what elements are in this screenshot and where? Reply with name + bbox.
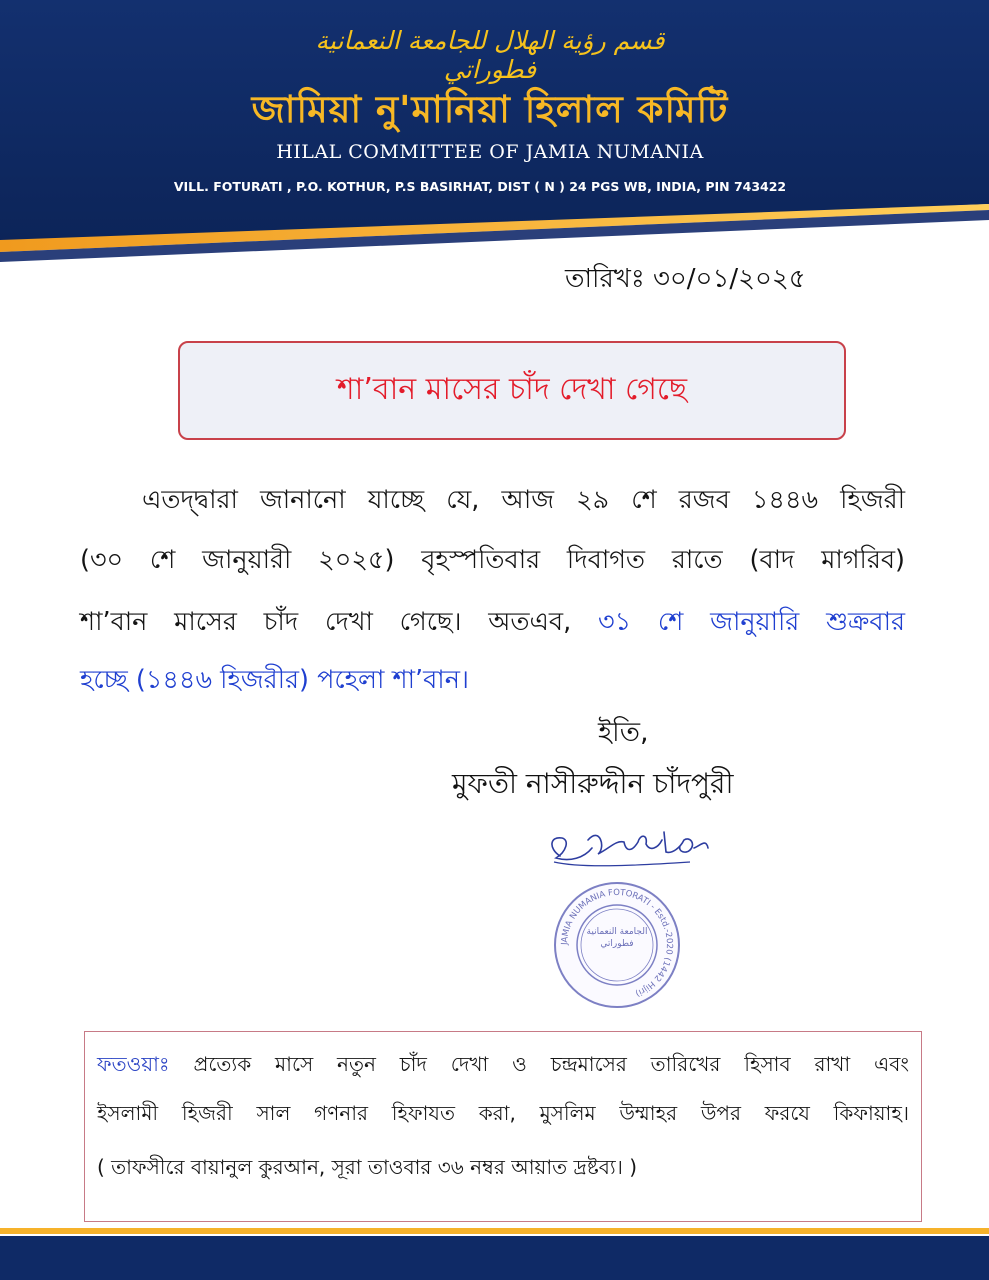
body-line-3-text: শা’বান মাসের চাঁদ দেখা গেছে। অতএব, (80, 607, 599, 637)
body-line-3 (80, 602, 905, 645)
signatory-name: মুফতী নাসীরুদ্দীন চাঁদপুরী (452, 767, 734, 800)
seal-inner-text: الجامعة النعمانية فطوراتي (586, 927, 648, 949)
body-line-1: এতদ্দ্বারা জানানো যাচ্ছে যে, আজ ২৯ শে রজব ১৪৪৬ হিজরী (142, 485, 905, 515)
fatwa-line-1-text: প্রত্যেক মাসে নতুন চাঁদ দেখা ও চন্দ্রমাসের তারিখের হিসাব রাখা এবং (169, 1052, 909, 1076)
highlight-date: ৩১ শে জানুয়ারি শুক্রবার (598, 607, 905, 637)
footer-bar (0, 1228, 989, 1280)
headline-box (178, 341, 846, 440)
arabic-title: قسم رؤية الهلال للجامعة النعمانية فطوراتي (315, 26, 665, 84)
body-line-2: (৩০ শে জানুয়ারী ২০২৫) বৃহস্পতিবার দিবাগত রাতে (বাদ মাগরিব) (80, 545, 905, 575)
fatwa-box (84, 1031, 922, 1222)
closing-iti: ইতি, (598, 717, 649, 748)
address-line: VILL. FOTURATI , P.O. KOTHUR, P.S BASIRHAT, DIST ( N ) 24 PGS WB, INDIA, PIN 743422 (173, 179, 787, 194)
handwritten-signature (540, 818, 720, 878)
fatwa-line-2: ইসলামী হিজরী সাল গণনার হিফাযত করা, মুসলিম উম্মাহর উপর ফরযে কিফায়াহ। (97, 1101, 909, 1125)
date-line: তারিখঃ ৩০/০১/২০২৫ (565, 264, 806, 294)
headline-text: শা’বান মাসের চাঁদ দেখা গেছে (336, 372, 688, 407)
seal-outer-text: JAMIA NUMANIA FOTORATI - Estd.-2020 (1442 Hijri) (559, 887, 675, 999)
body-line-4: হচ্ছে (১৪৪৬ হিজরীর) পহেলা শা’বান। (80, 665, 470, 695)
fatwa-line-1 (97, 1050, 909, 1083)
fatwa-reference: ( তাফসীরে বায়ানুল কুরআন, সূরা তাওবার ৩৬ নম্বর আয়াত দ্রষ্টব্য। ) (97, 1155, 638, 1179)
bengali-title: জামিয়া নু'মানিয়া হিলাল কমিটি (251, 88, 729, 131)
official-seal (552, 880, 682, 1010)
fatwa-label: ফতওয়াঃ (97, 1052, 170, 1076)
english-title: HILAL COMMITTEE OF JAMIA NUMANIA (276, 141, 704, 163)
